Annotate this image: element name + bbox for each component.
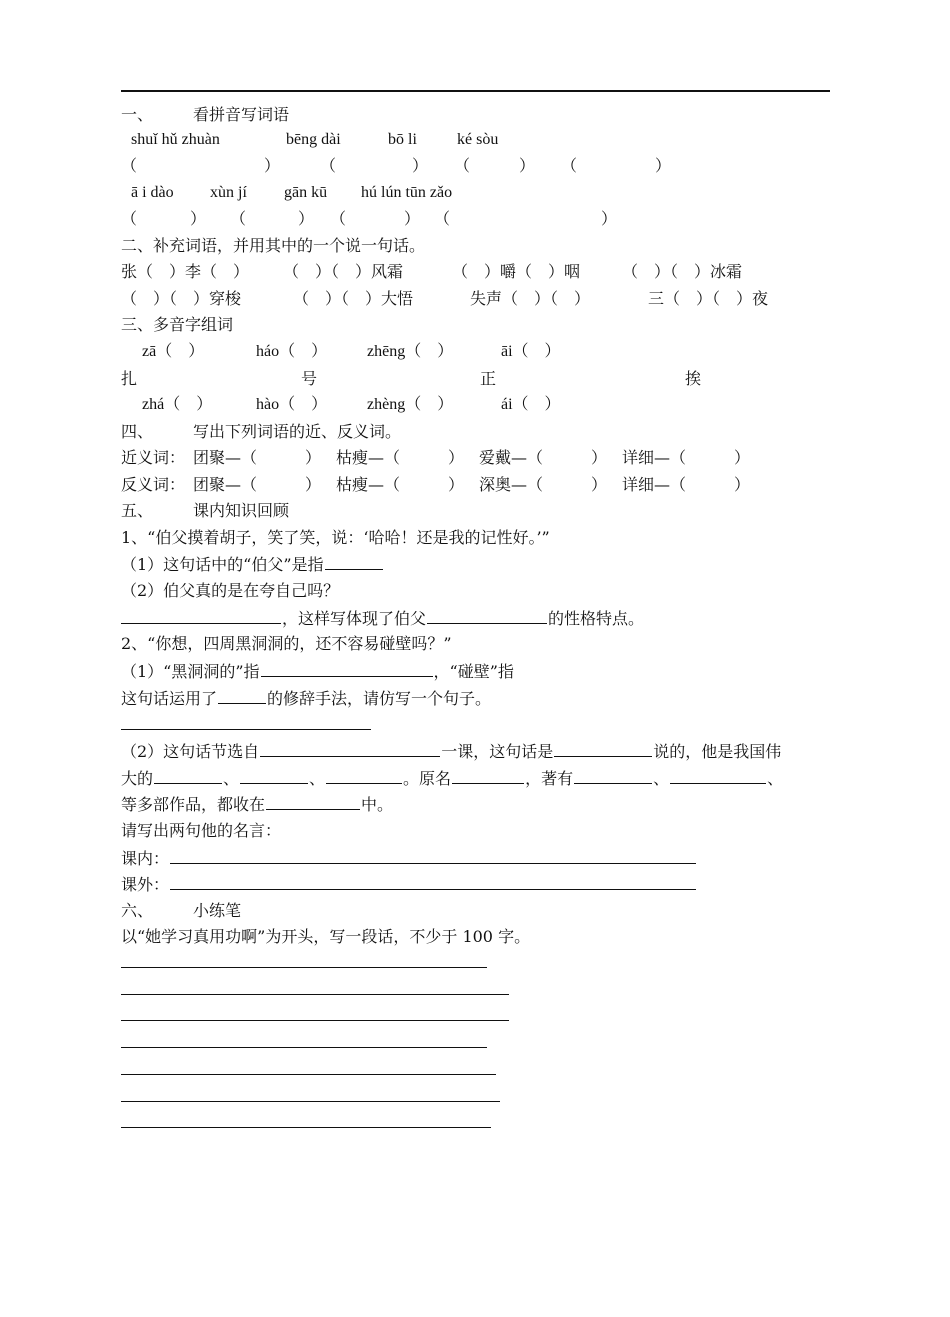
answer-blank[interactable]: [670, 767, 766, 784]
fill-idiom: （ ）（ ）风霜: [283, 262, 404, 281]
fill-idiom: 三（ ）（ ）夜: [648, 289, 769, 308]
writing-line[interactable]: [121, 1074, 496, 1075]
polyphone-reading: zhèng（ ）: [367, 396, 454, 413]
synonym-item: 爱戴—（ ）: [479, 448, 608, 467]
quotes-prompt: 请写出两句他的名言：: [121, 821, 282, 840]
answer-blank[interactable]: [260, 740, 440, 757]
fill-idiom: （ ）（ ）冰霜: [622, 262, 743, 281]
polyphone-reading: hào（ ）: [256, 396, 328, 413]
answer-blank[interactable]: [427, 607, 547, 624]
pinyin-item: ké sòu: [457, 131, 499, 148]
polyphone-reading: ái（ ）: [501, 396, 561, 413]
paren-close: ）: [190, 209, 207, 228]
answer-blank[interactable]: [325, 553, 383, 570]
pinyin-item: xùn jí: [210, 184, 247, 201]
question-2d: 大的 、 、 。原名 ，著有 、 、: [121, 769, 784, 788]
polyphone-char: 号: [301, 369, 318, 388]
answer-blank[interactable]: [121, 607, 281, 624]
answer-blank[interactable]: [261, 660, 433, 677]
paren-close: ）: [412, 156, 429, 175]
polyphone-char: 挨: [685, 369, 702, 388]
fill-idiom: （ ）嚼（ ）咽: [452, 262, 581, 281]
fill-idiom: 失声（ ）（ ）: [470, 289, 591, 308]
section-2-title: 二、补充词语，并用其中的一个说一句话。: [121, 236, 426, 255]
writing-line[interactable]: [121, 1020, 509, 1021]
section-5-title: 五、 课内知识回顾: [121, 501, 290, 520]
paren-close: ）: [404, 209, 421, 228]
section-6-title: 六、 小练笔: [121, 901, 242, 920]
question-1b: （2）伯父真的是在夸自己吗？: [121, 581, 340, 600]
answer-line[interactable]: [121, 729, 371, 730]
paren-close: ）: [264, 156, 281, 175]
paren-close: ）: [298, 209, 315, 228]
writing-line[interactable]: [121, 1127, 491, 1128]
question-2b: 这句话运用了 的修辞手法，请仿写一个句子。: [121, 689, 492, 708]
question-2: 2、“你想，四周黑洞洞的，还不容易碰壁吗？”: [121, 634, 452, 653]
antonym-item: 深奥—（ ）: [479, 475, 608, 494]
answer-blank[interactable]: [266, 793, 360, 810]
question-2c: （2）这句话节选自 一课，这句话是 说的，他是我国伟: [121, 742, 782, 761]
paren-open: （: [230, 209, 247, 228]
writing-prompt: 以“她学习真用功啊”为开头，写一段话，不少于 100 字。: [121, 927, 531, 946]
section-1-title: 一、 看拼音写词语: [121, 105, 290, 124]
paren-open: （: [121, 209, 138, 228]
writing-line[interactable]: [121, 1047, 487, 1048]
answer-blank[interactable]: [452, 767, 524, 784]
polyphone-char: 扎: [121, 369, 138, 388]
paren-open: （: [320, 156, 337, 175]
paren-close: ）: [655, 156, 672, 175]
synonym-item: 详细—（ ）: [622, 448, 751, 467]
header-rule: [121, 90, 830, 92]
paren-open: （: [330, 209, 347, 228]
paren-close: ）: [601, 209, 618, 228]
paren-open: （: [561, 156, 578, 175]
fill-idiom: 张（ ）李（ ）: [121, 262, 250, 281]
writing-line[interactable]: [121, 967, 487, 968]
antonym-item: 团聚—（ ）: [193, 475, 322, 494]
answer-blank[interactable]: [240, 767, 308, 784]
question-1c: ，这样写体现了伯父 的性格特点。: [121, 607, 644, 630]
paren-close: ）: [519, 156, 536, 175]
quote-out-class: 课外：: [121, 873, 697, 896]
synonym-item: 团聚—（ ）: [193, 448, 322, 467]
antonym-item: 详细—（ ）: [622, 475, 751, 494]
fill-idiom: （ ）（ ）大悟: [293, 289, 414, 308]
answer-blank[interactable]: [574, 767, 652, 784]
paren-open: （: [454, 156, 471, 175]
writing-line[interactable]: [121, 994, 509, 995]
polyphone-reading: zā（ ）: [142, 343, 205, 360]
question-1: 1、“伯父摸着胡子，笑了笑，说：‘哈哈！还是我的记性好。’”: [121, 528, 550, 547]
answer-blank[interactable]: [554, 740, 652, 757]
paren-open: （: [434, 209, 451, 228]
polyphone-reading: háo（ ）: [256, 343, 328, 360]
pinyin-item: shuǐ hǔ zhuàn: [131, 131, 220, 148]
answer-blank[interactable]: [170, 873, 696, 890]
question-2a: （1）“黑洞洞的”指 ，“碰壁”指: [121, 662, 514, 681]
quote-in-class: 课内：: [121, 847, 697, 870]
writing-line[interactable]: [121, 1101, 500, 1102]
polyphone-reading: āi（ ）: [501, 343, 561, 360]
antonym-item: 枯瘦—（ ）: [336, 475, 465, 494]
pinyin-item: ā i dào: [131, 184, 174, 201]
pinyin-item: bēng dài: [286, 131, 341, 148]
question-2e: 等多部作品，都收在 中。: [121, 795, 394, 814]
answer-blank[interactable]: [170, 847, 696, 864]
paren-open: （: [121, 156, 138, 175]
fill-idiom: （ ）（ ）穿梭: [121, 289, 242, 308]
synonym-item: 枯瘦—（ ）: [336, 448, 465, 467]
antonym-label: 反义词：: [121, 475, 186, 494]
pinyin-item: hú lún tūn zǎo: [361, 184, 453, 201]
polyphone-char: 正: [480, 369, 497, 388]
synonym-label: 近义词：: [121, 448, 186, 467]
polyphone-reading: zhēng（ ）: [367, 343, 454, 360]
answer-blank[interactable]: [154, 767, 222, 784]
section-3-title: 三、多音字组词: [121, 315, 234, 334]
answer-blank[interactable]: [218, 687, 266, 704]
pinyin-item: bō li: [388, 131, 417, 148]
pinyin-item: gān kū: [284, 184, 328, 201]
question-1a: （1）这句话中的“伯父”是指: [121, 553, 384, 576]
answer-blank[interactable]: [326, 767, 402, 784]
polyphone-reading: zhá（ ）: [142, 396, 213, 413]
section-4-title: 四、 写出下列词语的近、反义词。: [121, 422, 402, 441]
